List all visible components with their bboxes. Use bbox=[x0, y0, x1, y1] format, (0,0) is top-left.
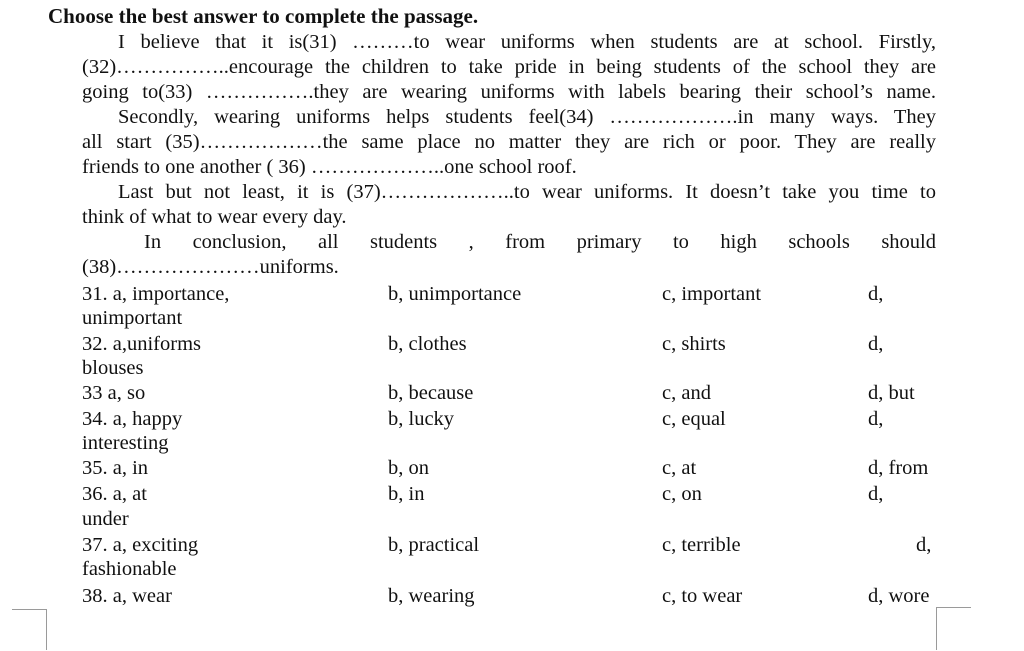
passage-line: Secondly, wearing uniforms helps students feel(34) ……………….in many ways. They bbox=[118, 106, 936, 128]
option-c: c, to wear bbox=[662, 585, 743, 607]
option-b: b, practical bbox=[388, 534, 480, 556]
option-a-wrap: blouses bbox=[82, 357, 144, 379]
passage-line: I believe that it is(31) ………to wear uniforms when students are at school. Firstly, bbox=[118, 31, 936, 53]
option-a-wrap: under bbox=[82, 508, 129, 530]
option-a: 37. a, exciting bbox=[82, 534, 199, 556]
option-c: c, important bbox=[662, 283, 762, 305]
option-a: 31. a, importance, bbox=[82, 283, 230, 305]
option-d: d, bbox=[868, 483, 884, 505]
page-title: Choose the best answer to complete the passage. bbox=[48, 4, 479, 28]
page-corner-mark-right bbox=[936, 607, 971, 650]
option-a: 38. a, wear bbox=[82, 585, 172, 607]
option-a-wrap: fashionable bbox=[82, 558, 177, 580]
option-c: c, equal bbox=[662, 408, 726, 430]
option-c: c, at bbox=[662, 457, 697, 479]
option-d: d, from bbox=[868, 457, 929, 479]
option-d: d, bbox=[868, 333, 884, 355]
option-c: c, terrible bbox=[662, 534, 741, 556]
passage-line: In conclusion, all students , from primary to high schools should bbox=[144, 231, 936, 253]
option-a: 33 a, so bbox=[82, 382, 146, 404]
passage-line: (32)……………..encourage the children to take pride in being students of the school they are bbox=[82, 56, 936, 78]
option-d: d, bbox=[868, 283, 884, 305]
option-a: 34. a, happy bbox=[82, 408, 183, 430]
option-b: b, in bbox=[388, 483, 425, 505]
page-corner-mark-left bbox=[12, 609, 47, 650]
option-d: d, bbox=[868, 408, 884, 430]
passage-line: think of what to wear every day. bbox=[82, 206, 347, 228]
option-c: c, and bbox=[662, 382, 711, 404]
option-a: 32. a,uniforms bbox=[82, 333, 201, 355]
passage-line: friends to one another ( 36) ………………..one school roof. bbox=[82, 156, 577, 178]
option-b: b, because bbox=[388, 382, 474, 404]
option-d: d, bbox=[916, 534, 932, 556]
option-b: b, clothes bbox=[388, 333, 467, 355]
option-b: b, on bbox=[388, 457, 429, 479]
option-a-wrap: unimportant bbox=[82, 307, 183, 329]
passage-line: all start (35)………………the same place no matter they are rich or poor. They are really bbox=[82, 131, 936, 153]
option-b: b, wearing bbox=[388, 585, 475, 607]
option-b: b, lucky bbox=[388, 408, 455, 430]
option-a: 35. a, in bbox=[82, 457, 149, 479]
option-c: c, shirts bbox=[662, 333, 726, 355]
passage-line: (38)…………………uniforms. bbox=[82, 256, 339, 278]
option-b: b, unimportance bbox=[388, 283, 522, 305]
passage-line: going to(33) …………….they are wearing uniforms with labels bearing their school’s name. bbox=[82, 81, 936, 103]
option-c: c, on bbox=[662, 483, 702, 505]
option-d: d, but bbox=[868, 382, 915, 404]
passage-line: Last but not least, it is (37)………………..to wear uniforms. It doesn’t take you time to bbox=[118, 181, 936, 203]
option-a: 36. a, at bbox=[82, 483, 147, 505]
option-d: d, wore bbox=[868, 585, 930, 607]
option-a-wrap: interesting bbox=[82, 432, 169, 454]
